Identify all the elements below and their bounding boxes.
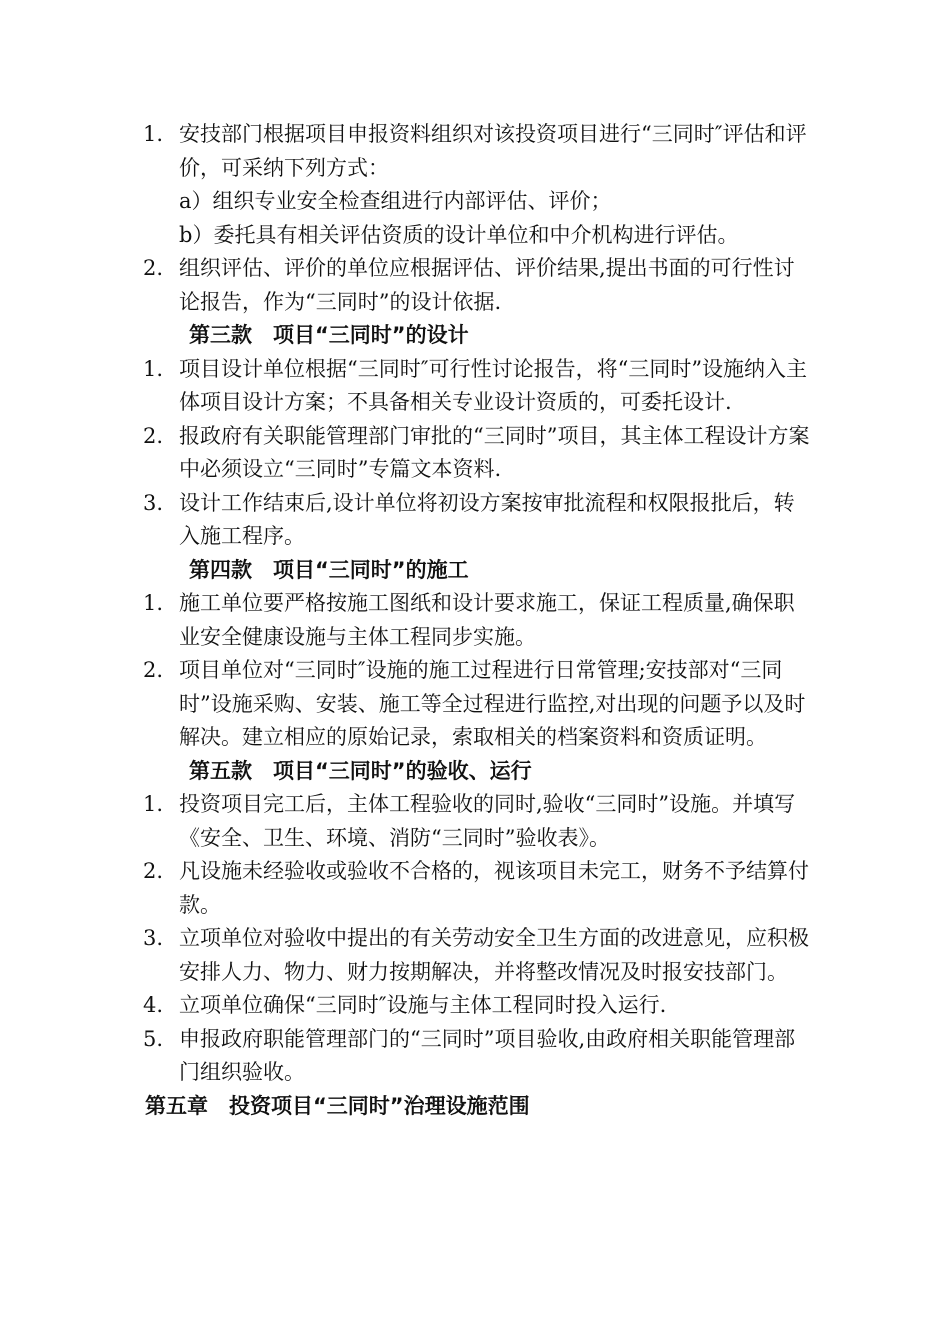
list-item: [143, 922, 813, 989]
item-number: 4.: [143, 993, 164, 1017]
list-item: [143, 989, 813, 1023]
sub-item-a: a）组织专业安全检查组进行内部评估、评价；: [179, 189, 612, 213]
document-body: [143, 118, 813, 1123]
list-item: [143, 855, 813, 922]
list-item: [143, 654, 813, 755]
item-text: 凡设施未经验收或验收不合格的，视该项目未完工，财务不予结算付款。: [179, 859, 809, 917]
list-item: [143, 353, 813, 420]
item-text: 安技部门根据项目申报资料组织对该投资项目进行“三同时″评估和评价，可采纳下列方式：: [179, 122, 807, 180]
sub-item-b: b）委托具有相关评估资质的设计单位和中介机构进行评估。: [179, 222, 739, 247]
list-item: [143, 252, 813, 319]
item-text: 项目设计单位根据“三同时″可行性讨论报告，将“三同时”设施纳入主体项目设计方案；不具备相关专业设计资质的，可委托设计.: [179, 356, 808, 414]
chapter-heading: 第五章 投资项目“三同时”治理设施范围: [145, 1093, 530, 1118]
item-text: 项目单位对“三同时″设施的施工过程进行日常管理;安技部对“三同时”设施采购、安装、施工等全过程进行监控,对出现的问题予以及时解决。建立相应的原始记录，索取相关的档案资料和资质证明。: [179, 658, 806, 749]
item-text: 设计工作结束后,设计单位将初设方案按审批流程和权限报批后，转入施工程序。: [179, 490, 795, 548]
item-text: 组织评估、评价的单位应根据评估、评价结果,提出书面的可行性讨论报告，作为“三同时”的设计依据.: [179, 256, 795, 314]
section-heading-acceptance: 第五款 项目“三同时”的验收、运行: [189, 758, 532, 783]
item-number: 2.: [143, 256, 164, 280]
item-text: 申报政府职能管理部门的“三同时”项目验收,由政府相关职能管理部门组织验收。: [179, 1026, 796, 1084]
list-item: [143, 1023, 813, 1090]
section-heading-design: 第三款 项目“三同时”的设计: [189, 323, 469, 347]
item-text: 立项单位对验收中提出的有关劳动安全卫生方面的改进意见，应积极安排人力、物力、财力按期解决，并将整改情况及时报安技部门。: [179, 926, 809, 984]
item-text: 施工单位要严格按施工图纸和设计要求施工，保证工程质量,确保职业安全健康设施与主体工程同步实施。: [179, 591, 795, 649]
list-item: [143, 587, 813, 654]
section-heading-construction: 第四款 项目“三同时”的施工: [189, 557, 469, 582]
item-text: 立项单位确保“三同时″设施与主体工程同时投入运行.: [179, 993, 667, 1017]
item-number: 2.: [143, 658, 164, 682]
item-number: 2.: [143, 859, 164, 883]
item-number: 1.: [143, 792, 164, 816]
item-number: 5.: [143, 1026, 164, 1051]
list-item: [143, 487, 813, 554]
item-number: 3.: [143, 490, 164, 515]
list-item: [143, 788, 813, 855]
item-text: 报政府有关职能管理部门审批的“三同时”项目，其主体工程设计方案中必须设立“三同时”专篇文本资料.: [179, 423, 810, 481]
item-text: 投资项目完工后，主体工程验收的同时,验收“三同时”设施。并填写《安全、卫生、环境、消防“三同时”验收表》。: [179, 792, 796, 850]
item-number: 1.: [143, 356, 164, 381]
item-number: 1.: [143, 591, 164, 615]
item-number: 1.: [143, 122, 164, 146]
list-item: [143, 420, 813, 487]
item-number: 2.: [143, 423, 164, 448]
list-item: [143, 118, 813, 185]
item-number: 3.: [143, 926, 164, 950]
